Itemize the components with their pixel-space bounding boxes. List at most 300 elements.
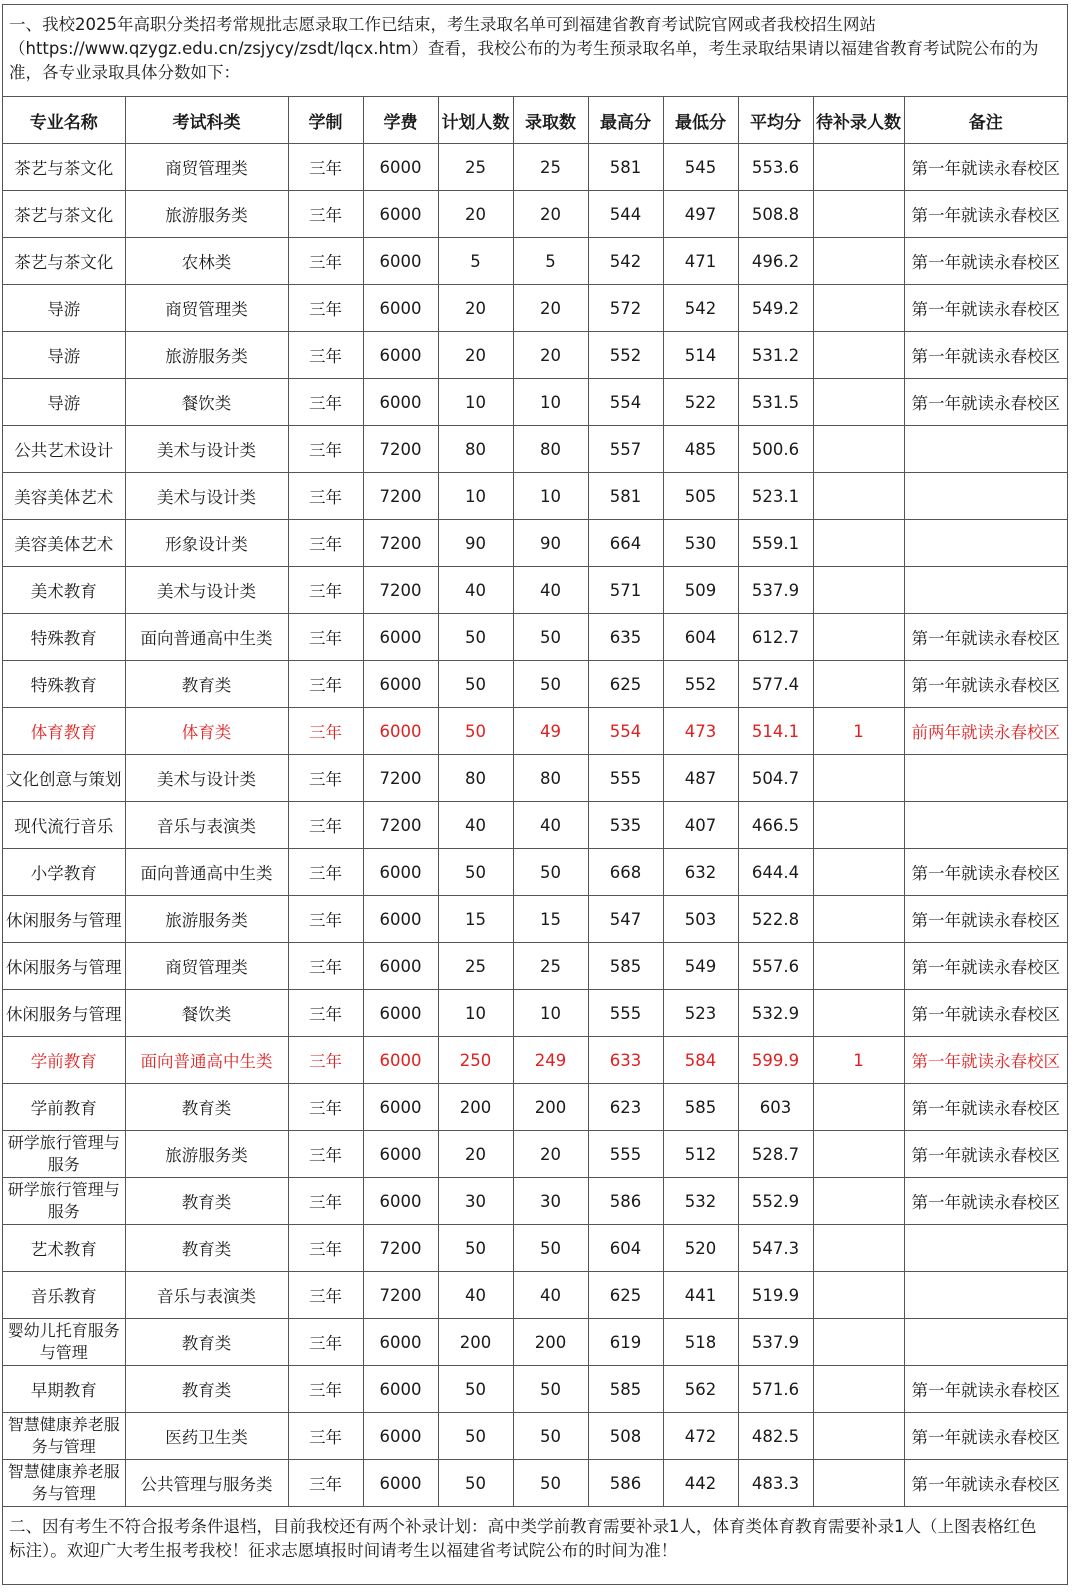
category-cell: 商贸管理类 bbox=[125, 144, 288, 191]
avg-score-cell: 537.9 bbox=[738, 1319, 813, 1366]
table-row bbox=[3, 708, 1067, 755]
major-cell: 文化创意与策划 bbox=[3, 755, 125, 802]
avg-score-cell: 496.2 bbox=[738, 238, 813, 285]
outro-line-1: 二、因有考生不符合报考条件退档，目前我校还有两个补录计划：高中类学前教育需要补录1人，体育类体育教育需要补录1人（上图表格红色 bbox=[9, 1517, 1037, 1536]
duration-cell: 三年 bbox=[288, 708, 363, 755]
min-score-cell: 514 bbox=[663, 332, 738, 379]
plan-cell: 20 bbox=[438, 285, 513, 332]
major-cell: 研学旅行管理与服务 bbox=[3, 1131, 125, 1178]
fee-cell: 6000 bbox=[363, 191, 438, 238]
plan-cell: 50 bbox=[438, 1413, 513, 1460]
admitted-cell: 40 bbox=[513, 567, 588, 614]
max-score-cell: 535 bbox=[588, 802, 663, 849]
min-score-cell: 522 bbox=[663, 379, 738, 426]
max-score-cell: 571 bbox=[588, 567, 663, 614]
category-cell: 餐饮类 bbox=[125, 379, 288, 426]
category-cell: 教育类 bbox=[125, 1366, 288, 1413]
major-cell: 导游 bbox=[3, 379, 125, 426]
table-row bbox=[3, 191, 1067, 238]
min-score-cell: 512 bbox=[663, 1131, 738, 1178]
avg-score-cell: 549.2 bbox=[738, 285, 813, 332]
table-row bbox=[3, 332, 1067, 379]
admitted-cell: 80 bbox=[513, 426, 588, 473]
pending-cell: 1 bbox=[813, 708, 904, 755]
plan-cell: 10 bbox=[438, 473, 513, 520]
plan-cell: 10 bbox=[438, 990, 513, 1037]
plan-cell: 20 bbox=[438, 1131, 513, 1178]
admitted-cell: 10 bbox=[513, 379, 588, 426]
header-admitted: 录取数 bbox=[513, 97, 588, 144]
pending-cell bbox=[813, 1413, 904, 1460]
major-cell: 特殊教育 bbox=[3, 661, 125, 708]
fee-cell: 6000 bbox=[363, 1037, 438, 1084]
max-score-cell: 542 bbox=[588, 238, 663, 285]
duration-cell: 三年 bbox=[288, 1131, 363, 1178]
pending-cell bbox=[813, 1131, 904, 1178]
admitted-cell: 200 bbox=[513, 1084, 588, 1131]
max-score-cell: 557 bbox=[588, 426, 663, 473]
category-cell: 旅游服务类 bbox=[125, 1131, 288, 1178]
plan-cell: 15 bbox=[438, 896, 513, 943]
plan-cell: 20 bbox=[438, 191, 513, 238]
intro-line-3: 准，各专业录取具体分数如下： bbox=[9, 63, 240, 82]
fee-cell: 6000 bbox=[363, 849, 438, 896]
category-cell: 公共管理与服务类 bbox=[125, 1460, 288, 1507]
header-pending: 待补录人数 bbox=[813, 97, 904, 144]
note-cell: 第一年就读永春校区 bbox=[904, 191, 1067, 238]
duration-cell: 三年 bbox=[288, 802, 363, 849]
major-cell: 特殊教育 bbox=[3, 614, 125, 661]
duration-cell: 三年 bbox=[288, 1272, 363, 1319]
duration-cell: 三年 bbox=[288, 285, 363, 332]
admission-score-table bbox=[3, 97, 1067, 1507]
pending-cell bbox=[813, 426, 904, 473]
category-cell: 音乐与表演类 bbox=[125, 802, 288, 849]
major-cell: 婴幼儿托育服务与管理 bbox=[3, 1319, 125, 1366]
plan-cell: 40 bbox=[438, 802, 513, 849]
pending-cell bbox=[813, 1225, 904, 1272]
max-score-cell: 635 bbox=[588, 614, 663, 661]
max-score-cell: 668 bbox=[588, 849, 663, 896]
admitted-cell: 25 bbox=[513, 943, 588, 990]
duration-cell: 三年 bbox=[288, 1225, 363, 1272]
pending-cell bbox=[813, 332, 904, 379]
min-score-cell: 520 bbox=[663, 1225, 738, 1272]
outro-paragraph bbox=[3, 1507, 1067, 1584]
fee-cell: 6000 bbox=[363, 943, 438, 990]
table-row bbox=[3, 1084, 1067, 1131]
min-score-cell: 518 bbox=[663, 1319, 738, 1366]
fee-cell: 6000 bbox=[363, 285, 438, 332]
plan-cell: 5 bbox=[438, 238, 513, 285]
min-score-cell: 442 bbox=[663, 1460, 738, 1507]
max-score-cell: 554 bbox=[588, 379, 663, 426]
admitted-cell: 15 bbox=[513, 896, 588, 943]
table-row bbox=[3, 1460, 1067, 1507]
pending-cell bbox=[813, 1460, 904, 1507]
note-cell: 第一年就读永春校区 bbox=[904, 1366, 1067, 1413]
admission-document bbox=[2, 4, 1068, 1585]
fee-cell: 7200 bbox=[363, 1225, 438, 1272]
table-row bbox=[3, 990, 1067, 1037]
max-score-cell: 586 bbox=[588, 1178, 663, 1225]
category-cell: 商贸管理类 bbox=[125, 943, 288, 990]
pending-cell bbox=[813, 1319, 904, 1366]
admitted-cell: 50 bbox=[513, 1460, 588, 1507]
max-score-cell: 664 bbox=[588, 520, 663, 567]
min-score-cell: 585 bbox=[663, 1084, 738, 1131]
pending-cell bbox=[813, 755, 904, 802]
fee-cell: 7200 bbox=[363, 426, 438, 473]
major-cell: 智慧健康养老服务与管理 bbox=[3, 1413, 125, 1460]
note-cell: 第一年就读永春校区 bbox=[904, 1413, 1067, 1460]
max-score-cell: 585 bbox=[588, 1366, 663, 1413]
plan-cell: 50 bbox=[438, 708, 513, 755]
admitted-cell: 20 bbox=[513, 191, 588, 238]
fee-cell: 6000 bbox=[363, 379, 438, 426]
avg-score-cell: 482.5 bbox=[738, 1413, 813, 1460]
min-score-cell: 471 bbox=[663, 238, 738, 285]
fee-cell: 6000 bbox=[363, 1178, 438, 1225]
admitted-cell: 10 bbox=[513, 473, 588, 520]
min-score-cell: 552 bbox=[663, 661, 738, 708]
admitted-cell: 50 bbox=[513, 849, 588, 896]
max-score-cell: 625 bbox=[588, 661, 663, 708]
min-score-cell: 604 bbox=[663, 614, 738, 661]
min-score-cell: 503 bbox=[663, 896, 738, 943]
pending-cell bbox=[813, 144, 904, 191]
min-score-cell: 487 bbox=[663, 755, 738, 802]
category-cell: 旅游服务类 bbox=[125, 332, 288, 379]
max-score-cell: 586 bbox=[588, 1460, 663, 1507]
plan-cell: 20 bbox=[438, 332, 513, 379]
max-score-cell: 585 bbox=[588, 943, 663, 990]
admitted-cell: 50 bbox=[513, 1413, 588, 1460]
min-score-cell: 562 bbox=[663, 1366, 738, 1413]
category-cell: 音乐与表演类 bbox=[125, 1272, 288, 1319]
avg-score-cell: 514.1 bbox=[738, 708, 813, 755]
duration-cell: 三年 bbox=[288, 943, 363, 990]
fee-cell: 6000 bbox=[363, 238, 438, 285]
major-cell: 学前教育 bbox=[3, 1037, 125, 1084]
outro-line-2: 标注）。欢迎广大考生报考我校！征求志愿填报时间请考生以福建省考试院公布的时间为准！ bbox=[9, 1541, 678, 1560]
note-cell bbox=[904, 520, 1067, 567]
plan-cell: 50 bbox=[438, 614, 513, 661]
major-cell: 导游 bbox=[3, 332, 125, 379]
note-cell: 第一年就读永春校区 bbox=[904, 849, 1067, 896]
major-cell: 智慧健康养老服务与管理 bbox=[3, 1460, 125, 1507]
category-cell: 医药卫生类 bbox=[125, 1413, 288, 1460]
min-score-cell: 584 bbox=[663, 1037, 738, 1084]
category-cell: 面向普通高中生类 bbox=[125, 849, 288, 896]
note-cell: 第一年就读永春校区 bbox=[904, 1084, 1067, 1131]
pending-cell bbox=[813, 1084, 904, 1131]
admitted-cell: 20 bbox=[513, 332, 588, 379]
avg-score-cell: 559.1 bbox=[738, 520, 813, 567]
major-cell: 早期教育 bbox=[3, 1366, 125, 1413]
header-duration: 学制 bbox=[288, 97, 363, 144]
table-row bbox=[3, 1225, 1067, 1272]
duration-cell: 三年 bbox=[288, 1460, 363, 1507]
avg-score-cell: 519.9 bbox=[738, 1272, 813, 1319]
admitted-cell: 50 bbox=[513, 1225, 588, 1272]
note-cell bbox=[904, 1319, 1067, 1366]
admitted-cell: 50 bbox=[513, 1366, 588, 1413]
major-cell: 美容美体艺术 bbox=[3, 473, 125, 520]
note-cell: 第一年就读永春校区 bbox=[904, 661, 1067, 708]
avg-score-cell: 508.8 bbox=[738, 191, 813, 238]
major-cell: 茶艺与茶文化 bbox=[3, 191, 125, 238]
max-score-cell: 544 bbox=[588, 191, 663, 238]
avg-score-cell: 557.6 bbox=[738, 943, 813, 990]
table-row bbox=[3, 144, 1067, 191]
duration-cell: 三年 bbox=[288, 1037, 363, 1084]
major-cell: 现代流行音乐 bbox=[3, 802, 125, 849]
duration-cell: 三年 bbox=[288, 1178, 363, 1225]
duration-cell: 三年 bbox=[288, 567, 363, 614]
note-cell bbox=[904, 755, 1067, 802]
max-score-cell: 581 bbox=[588, 144, 663, 191]
intro-line-2: （https://www.qzygz.edu.cn/zsjycy/zsdt/lqcx.htm）查看，我校公布的为考生预录取名单，考生录取结果请以福建省教育考试院公布的为 bbox=[9, 39, 1039, 58]
avg-score-cell: 531.5 bbox=[738, 379, 813, 426]
min-score-cell: 542 bbox=[663, 285, 738, 332]
duration-cell: 三年 bbox=[288, 332, 363, 379]
admitted-cell: 90 bbox=[513, 520, 588, 567]
min-score-cell: 530 bbox=[663, 520, 738, 567]
max-score-cell: 508 bbox=[588, 1413, 663, 1460]
max-score-cell: 572 bbox=[588, 285, 663, 332]
major-cell: 艺术教育 bbox=[3, 1225, 125, 1272]
major-cell: 美容美体艺术 bbox=[3, 520, 125, 567]
avg-score-cell: 537.9 bbox=[738, 567, 813, 614]
table-row bbox=[3, 567, 1067, 614]
major-cell: 茶艺与茶文化 bbox=[3, 238, 125, 285]
table-row bbox=[3, 1413, 1067, 1460]
avg-score-cell: 577.4 bbox=[738, 661, 813, 708]
category-cell: 面向普通高中生类 bbox=[125, 1037, 288, 1084]
fee-cell: 7200 bbox=[363, 567, 438, 614]
min-score-cell: 509 bbox=[663, 567, 738, 614]
max-score-cell: 547 bbox=[588, 896, 663, 943]
min-score-cell: 505 bbox=[663, 473, 738, 520]
plan-cell: 50 bbox=[438, 849, 513, 896]
category-cell: 面向普通高中生类 bbox=[125, 614, 288, 661]
note-cell: 第一年就读永春校区 bbox=[904, 144, 1067, 191]
table-row bbox=[3, 285, 1067, 332]
table-row bbox=[3, 849, 1067, 896]
category-cell: 教育类 bbox=[125, 1084, 288, 1131]
category-cell: 农林类 bbox=[125, 238, 288, 285]
avg-score-cell: 532.9 bbox=[738, 990, 813, 1037]
min-score-cell: 472 bbox=[663, 1413, 738, 1460]
max-score-cell: 619 bbox=[588, 1319, 663, 1366]
table-row bbox=[3, 802, 1067, 849]
min-score-cell: 632 bbox=[663, 849, 738, 896]
category-cell: 形象设计类 bbox=[125, 520, 288, 567]
table-row bbox=[3, 943, 1067, 990]
category-cell: 美术与设计类 bbox=[125, 567, 288, 614]
duration-cell: 三年 bbox=[288, 1366, 363, 1413]
note-cell: 第一年就读永春校区 bbox=[904, 379, 1067, 426]
fee-cell: 7200 bbox=[363, 1272, 438, 1319]
fee-cell: 6000 bbox=[363, 1131, 438, 1178]
major-cell: 茶艺与茶文化 bbox=[3, 144, 125, 191]
table-row bbox=[3, 426, 1067, 473]
header-max: 最高分 bbox=[588, 97, 663, 144]
pending-cell bbox=[813, 285, 904, 332]
category-cell: 美术与设计类 bbox=[125, 426, 288, 473]
avg-score-cell: 483.3 bbox=[738, 1460, 813, 1507]
duration-cell: 三年 bbox=[288, 1084, 363, 1131]
category-cell: 教育类 bbox=[125, 1319, 288, 1366]
fee-cell: 6000 bbox=[363, 661, 438, 708]
max-score-cell: 555 bbox=[588, 1131, 663, 1178]
note-cell bbox=[904, 473, 1067, 520]
fee-cell: 7200 bbox=[363, 802, 438, 849]
fee-cell: 6000 bbox=[363, 990, 438, 1037]
note-cell: 第一年就读永春校区 bbox=[904, 285, 1067, 332]
duration-cell: 三年 bbox=[288, 661, 363, 708]
duration-cell: 三年 bbox=[288, 426, 363, 473]
plan-cell: 40 bbox=[438, 1272, 513, 1319]
table-row bbox=[3, 1272, 1067, 1319]
category-cell: 旅游服务类 bbox=[125, 896, 288, 943]
major-cell: 公共艺术设计 bbox=[3, 426, 125, 473]
max-score-cell: 552 bbox=[588, 332, 663, 379]
duration-cell: 三年 bbox=[288, 1319, 363, 1366]
fee-cell: 6000 bbox=[363, 1319, 438, 1366]
plan-cell: 25 bbox=[438, 144, 513, 191]
intro-line-1: 一、我校2025年高职分类招考常规批志愿录取工作已结束，考生录取名单可到福建省教育考试院官网或者我校招生网站 bbox=[9, 15, 876, 34]
note-cell: 第一年就读永春校区 bbox=[904, 943, 1067, 990]
max-score-cell: 625 bbox=[588, 1272, 663, 1319]
pending-cell bbox=[813, 1272, 904, 1319]
fee-cell: 6000 bbox=[363, 1413, 438, 1460]
admitted-cell: 5 bbox=[513, 238, 588, 285]
pending-cell bbox=[813, 661, 904, 708]
major-cell: 学前教育 bbox=[3, 1084, 125, 1131]
header-plan: 计划人数 bbox=[438, 97, 513, 144]
header-note: 备注 bbox=[904, 97, 1067, 144]
avg-score-cell: 612.7 bbox=[738, 614, 813, 661]
pending-cell bbox=[813, 802, 904, 849]
max-score-cell: 581 bbox=[588, 473, 663, 520]
plan-cell: 50 bbox=[438, 661, 513, 708]
major-cell: 小学教育 bbox=[3, 849, 125, 896]
table-row bbox=[3, 520, 1067, 567]
duration-cell: 三年 bbox=[288, 849, 363, 896]
pending-cell bbox=[813, 943, 904, 990]
duration-cell: 三年 bbox=[288, 1413, 363, 1460]
fee-cell: 6000 bbox=[363, 1460, 438, 1507]
fee-cell: 6000 bbox=[363, 896, 438, 943]
note-cell: 第一年就读永春校区 bbox=[904, 332, 1067, 379]
pending-cell bbox=[813, 896, 904, 943]
avg-score-cell: 466.5 bbox=[738, 802, 813, 849]
avg-score-cell: 571.6 bbox=[738, 1366, 813, 1413]
table-row bbox=[3, 1319, 1067, 1366]
table-row bbox=[3, 238, 1067, 285]
note-cell bbox=[904, 1225, 1067, 1272]
fee-cell: 6000 bbox=[363, 1366, 438, 1413]
plan-cell: 250 bbox=[438, 1037, 513, 1084]
category-cell: 教育类 bbox=[125, 661, 288, 708]
avg-score-cell: 599.9 bbox=[738, 1037, 813, 1084]
note-cell bbox=[904, 802, 1067, 849]
category-cell: 教育类 bbox=[125, 1225, 288, 1272]
avg-score-cell: 553.6 bbox=[738, 144, 813, 191]
admitted-cell: 40 bbox=[513, 802, 588, 849]
plan-cell: 50 bbox=[438, 1460, 513, 1507]
avg-score-cell: 552.9 bbox=[738, 1178, 813, 1225]
duration-cell: 三年 bbox=[288, 896, 363, 943]
table-row bbox=[3, 379, 1067, 426]
fee-cell: 6000 bbox=[363, 332, 438, 379]
note-cell: 第一年就读永春校区 bbox=[904, 1178, 1067, 1225]
duration-cell: 三年 bbox=[288, 520, 363, 567]
pending-cell bbox=[813, 1178, 904, 1225]
note-cell bbox=[904, 567, 1067, 614]
note-cell: 第一年就读永春校区 bbox=[904, 1460, 1067, 1507]
max-score-cell: 633 bbox=[588, 1037, 663, 1084]
pending-cell bbox=[813, 990, 904, 1037]
avg-score-cell: 528.7 bbox=[738, 1131, 813, 1178]
pending-cell bbox=[813, 520, 904, 567]
min-score-cell: 441 bbox=[663, 1272, 738, 1319]
duration-cell: 三年 bbox=[288, 379, 363, 426]
min-score-cell: 549 bbox=[663, 943, 738, 990]
pending-cell bbox=[813, 1366, 904, 1413]
major-cell: 休闲服务与管理 bbox=[3, 990, 125, 1037]
avg-score-cell: 522.8 bbox=[738, 896, 813, 943]
note-cell: 第一年就读永春校区 bbox=[904, 238, 1067, 285]
category-cell: 美术与设计类 bbox=[125, 473, 288, 520]
table-row bbox=[3, 1178, 1067, 1225]
plan-cell: 50 bbox=[438, 1366, 513, 1413]
min-score-cell: 523 bbox=[663, 990, 738, 1037]
plan-cell: 80 bbox=[438, 755, 513, 802]
min-score-cell: 473 bbox=[663, 708, 738, 755]
pending-cell bbox=[813, 379, 904, 426]
pending-cell: 1 bbox=[813, 1037, 904, 1084]
major-cell: 音乐教育 bbox=[3, 1272, 125, 1319]
pending-cell bbox=[813, 473, 904, 520]
header-avg: 平均分 bbox=[738, 97, 813, 144]
note-cell: 第一年就读永春校区 bbox=[904, 990, 1067, 1037]
min-score-cell: 497 bbox=[663, 191, 738, 238]
avg-score-cell: 523.1 bbox=[738, 473, 813, 520]
duration-cell: 三年 bbox=[288, 755, 363, 802]
pending-cell bbox=[813, 567, 904, 614]
avg-score-cell: 500.6 bbox=[738, 426, 813, 473]
plan-cell: 10 bbox=[438, 379, 513, 426]
major-cell: 体育教育 bbox=[3, 708, 125, 755]
admitted-cell: 30 bbox=[513, 1178, 588, 1225]
avg-score-cell: 531.2 bbox=[738, 332, 813, 379]
fee-cell: 6000 bbox=[363, 1084, 438, 1131]
header-category: 考试科类 bbox=[125, 97, 288, 144]
fee-cell: 6000 bbox=[363, 614, 438, 661]
table-row bbox=[3, 614, 1067, 661]
admitted-cell: 200 bbox=[513, 1319, 588, 1366]
table-row bbox=[3, 1037, 1067, 1084]
table-row bbox=[3, 1131, 1067, 1178]
fee-cell: 7200 bbox=[363, 473, 438, 520]
duration-cell: 三年 bbox=[288, 990, 363, 1037]
admitted-cell: 49 bbox=[513, 708, 588, 755]
category-cell: 体育类 bbox=[125, 708, 288, 755]
admitted-cell: 20 bbox=[513, 285, 588, 332]
